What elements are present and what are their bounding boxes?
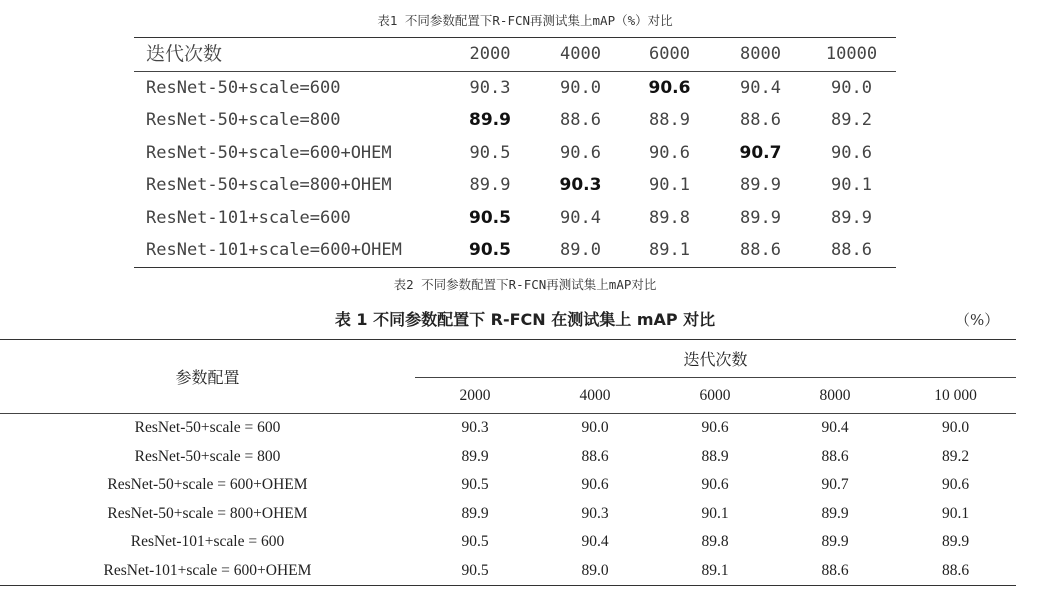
- table2-unit: （%）: [955, 311, 1000, 329]
- cell-value: 89.9: [740, 207, 781, 228]
- cell-value: 90.0: [560, 77, 601, 98]
- cell-value: 89.1: [655, 557, 775, 586]
- row-label: ResNet-101+scale=600+OHEM: [146, 240, 402, 260]
- table-row: [0, 528, 1016, 557]
- cell-value: 89.9: [831, 207, 872, 228]
- table-row: [0, 557, 1016, 586]
- cell-value: 89.2: [941, 447, 970, 465]
- table1-caption: 表1 不同参数配置下R-FCN再测试集上mAP（%）对比: [377, 13, 673, 28]
- cell-value: 90.5: [461, 476, 489, 494]
- cell-value: 88.6: [740, 110, 781, 130]
- table1-col-header: 2000: [469, 44, 511, 64]
- cell-value: 90.7: [821, 476, 849, 494]
- cell-value: 90.0: [831, 77, 872, 98]
- cell-value: 89.1: [649, 240, 690, 260]
- table2-body: [0, 414, 1016, 586]
- cell-value: 88.6: [775, 557, 895, 586]
- row-label: ResNet-50+scale = 800+OHEM: [107, 504, 308, 522]
- row-label: ResNet-50+scale=800: [146, 110, 341, 130]
- table-row: [134, 234, 896, 267]
- cell-value: 90.6: [581, 476, 609, 494]
- cell-value: 89.0: [535, 557, 655, 586]
- table2-col-header: 10 000: [895, 378, 1016, 414]
- cell-value: 90.4: [581, 533, 609, 551]
- table2-col-header: 8000: [775, 378, 895, 414]
- row-label: ResNet-101+scale = 600+OHEM: [0, 557, 415, 586]
- cell-value: 88.6: [560, 110, 601, 130]
- row-label: ResNet-50+scale=800+OHEM: [146, 175, 392, 195]
- cell-value: 90.1: [831, 175, 872, 195]
- table2-iter-header: 迭代次数: [415, 340, 1016, 378]
- table1: [134, 37, 896, 268]
- row-label: ResNet-50+scale=600: [146, 77, 341, 98]
- table-row: [0, 414, 1016, 443]
- table-row: [0, 500, 1016, 529]
- row-label: ResNet-50+scale = 600: [134, 419, 281, 437]
- cell-value: 90.3: [559, 175, 602, 195]
- table1-col-header: 6000: [649, 44, 690, 64]
- table2: [0, 339, 1016, 586]
- table1-col-header: 8000: [740, 44, 781, 64]
- cell-value: 89.9: [469, 110, 511, 130]
- cell-value: 90.5: [469, 207, 511, 228]
- cell-value: 90.5: [469, 142, 511, 163]
- cell-value: 90.6: [941, 476, 970, 494]
- cell-value: 88.6: [821, 447, 849, 465]
- cell-value: 89.9: [821, 533, 849, 551]
- cell-value: 90.6: [701, 476, 729, 494]
- cell-value: 90.0: [941, 419, 970, 437]
- cell-value: 90.3: [581, 504, 609, 522]
- cell-value: 89.0: [560, 240, 601, 260]
- cell-value: 90.6: [831, 142, 872, 163]
- table2-title: 表 1 不同参数配置下 R-FCN 在测试集上 mAP 对比: [334, 310, 716, 329]
- table-row: [134, 71, 896, 104]
- row-label: ResNet-101+scale=600: [146, 207, 351, 228]
- table2-param-header: 参数配置: [0, 340, 415, 414]
- cell-value: 88.6: [895, 557, 1016, 586]
- cell-value: 90.5: [469, 240, 511, 260]
- table2-col-header: 4000: [535, 378, 655, 414]
- cell-value: 89.9: [941, 533, 970, 551]
- cell-value: 90.6: [560, 142, 601, 163]
- table1-col-header: 4000: [560, 44, 601, 64]
- cell-value: 90.4: [821, 419, 849, 437]
- cell-value: 90.7: [739, 142, 782, 163]
- cell-value: 89.8: [649, 207, 690, 228]
- cell-value: 89.9: [740, 175, 781, 195]
- cell-value: 90.1: [701, 504, 729, 522]
- cell-value: 89.9: [821, 504, 849, 522]
- table1-header-row: [134, 38, 896, 72]
- cell-value: 90.1: [649, 175, 690, 195]
- cell-value: 88.6: [581, 447, 609, 465]
- cell-value: 90.6: [649, 142, 690, 163]
- table2-header-row-1: [0, 340, 1016, 378]
- table2-col-header: 2000: [415, 378, 535, 414]
- table-row: [0, 471, 1016, 500]
- cell-value: 88.9: [701, 447, 729, 465]
- table-row: [134, 169, 896, 202]
- table1-footer-caption: 表2 不同参数配置下R-FCN再测试集上mAP对比: [393, 277, 657, 292]
- cell-value: 90.6: [701, 419, 729, 437]
- cell-value: 90.3: [461, 419, 489, 437]
- table-row: [0, 443, 1016, 472]
- cell-value: 90.5: [461, 533, 489, 551]
- row-label: ResNet-101+scale = 600: [130, 533, 285, 551]
- table1-body: [134, 71, 896, 267]
- cell-value: 88.6: [831, 240, 872, 260]
- cell-value: 89.9: [461, 447, 489, 465]
- row-label: ResNet-50+scale = 600+OHEM: [107, 476, 308, 494]
- table1-col-header: 10000: [825, 44, 878, 64]
- table1-header-label: 迭代次数: [146, 43, 223, 65]
- cell-value: 90.6: [648, 77, 691, 98]
- cell-value: 88.6: [740, 240, 781, 260]
- cell-value: 89.9: [469, 175, 511, 195]
- cell-value: 90.4: [740, 77, 781, 98]
- cell-value: 90.5: [415, 557, 535, 586]
- table-row: [134, 137, 896, 170]
- table2-col-header: 6000: [655, 378, 775, 414]
- table-row: [134, 104, 896, 137]
- row-label: ResNet-50+scale = 800: [134, 447, 281, 465]
- cell-value: 89.9: [461, 504, 489, 522]
- cell-value: 90.4: [560, 207, 601, 228]
- cell-value: 89.2: [831, 110, 872, 130]
- row-label: ResNet-50+scale=600+OHEM: [146, 142, 392, 163]
- table-row: [134, 202, 896, 235]
- cell-value: 89.8: [701, 533, 729, 551]
- cell-value: 90.3: [469, 77, 511, 98]
- cell-value: 90.0: [581, 419, 609, 437]
- cell-value: 88.9: [649, 110, 690, 130]
- cell-value: 90.1: [941, 504, 970, 522]
